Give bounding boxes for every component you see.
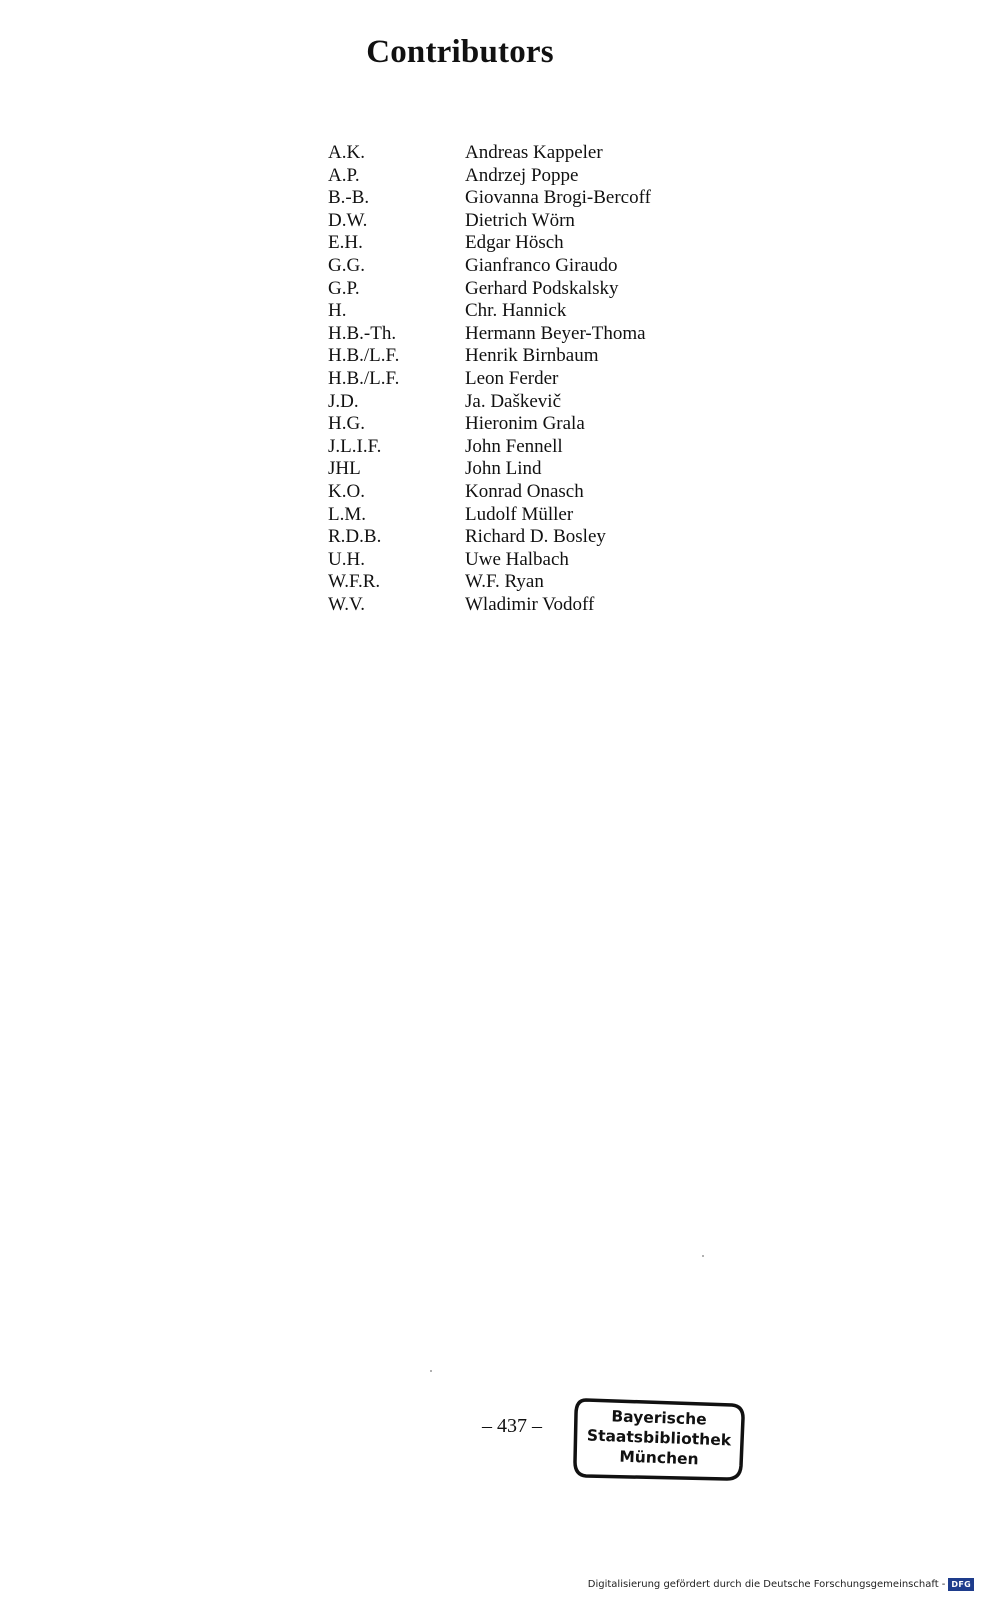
contributor-row	[328, 255, 748, 278]
contributor-name: Andrzej Poppe	[465, 164, 579, 186]
scan-speck	[702, 1255, 704, 1257]
contributor-abbr: JHL	[328, 458, 361, 480]
contributor-abbr: J.D.	[328, 390, 359, 412]
contributor-list	[328, 142, 748, 616]
contributor-abbr: H.G.	[328, 413, 365, 435]
stamp-line-3: München	[619, 1447, 699, 1469]
contributor-name: Hieronim Grala	[465, 413, 585, 435]
contributor-name: Richard D. Bosley	[465, 526, 606, 548]
contributor-name: Wladimir Vodoff	[465, 593, 595, 615]
stamp-line-2: Staatsbibliothek	[586, 1426, 732, 1450]
contributor-abbr: G.G.	[328, 254, 365, 276]
contributor-name: Ja. Daškevič	[465, 390, 562, 412]
contributor-row	[328, 413, 748, 436]
contributor-abbr: J.L.I.F.	[328, 435, 382, 457]
dfg-logo: DFG	[948, 1578, 974, 1591]
contributor-abbr: K.O.	[328, 480, 365, 502]
contributor-name: W.F. Ryan	[465, 571, 544, 593]
contributor-name: Gerhard Podskalsky	[465, 277, 619, 299]
contributor-abbr: B.-B.	[328, 187, 370, 209]
contributor-row	[328, 504, 748, 527]
contributor-row	[328, 458, 748, 481]
contributor-abbr: D.W.	[328, 209, 368, 231]
contributor-abbr: A.P.	[328, 164, 360, 186]
contributor-row	[328, 571, 748, 594]
contributor-row	[328, 187, 748, 210]
contributor-abbr: W.F.R.	[328, 571, 381, 593]
library-stamp	[572, 1396, 746, 1484]
contributor-name: Gianfranco Giraudo	[465, 254, 618, 276]
contributor-abbr: U.H.	[328, 548, 365, 570]
contributor-row	[328, 526, 748, 549]
page-title: Contributors	[366, 34, 554, 70]
contributor-row	[328, 300, 748, 323]
page-number: – 437 –	[482, 1415, 542, 1437]
contributor-name: Henrik Birnbaum	[465, 345, 599, 367]
contributor-row	[328, 549, 748, 572]
contributor-name: John Fennell	[465, 435, 563, 457]
contributor-row	[328, 436, 748, 459]
footer-credit	[588, 1578, 974, 1591]
contributor-abbr: L.M.	[328, 503, 366, 525]
contributor-row	[328, 594, 748, 617]
contributor-abbr: H.B.-Th.	[328, 322, 397, 344]
contributor-name: Dietrich Wörn	[465, 209, 575, 231]
contributor-name: Leon Ferder	[465, 367, 559, 389]
contributor-row	[328, 165, 748, 188]
contributor-row	[328, 210, 748, 233]
contributor-abbr: E.H.	[328, 232, 363, 254]
contributor-row	[328, 391, 748, 414]
contributor-name: Chr. Hannick	[465, 300, 567, 322]
contributor-row	[328, 368, 748, 391]
contributor-row	[328, 481, 748, 504]
scan-speck	[430, 1370, 432, 1372]
contributor-row	[328, 232, 748, 255]
contributor-name: Konrad Onasch	[465, 480, 584, 502]
contributor-abbr: H.B./L.F.	[328, 345, 400, 367]
contributor-row	[328, 345, 748, 368]
contributor-name: Edgar Hösch	[465, 232, 564, 254]
contributor-name: Uwe Halbach	[465, 548, 569, 570]
contributor-abbr: H.	[328, 300, 347, 322]
contributor-abbr: R.D.B.	[328, 526, 382, 548]
contributor-name: Hermann Beyer-Thoma	[465, 322, 646, 344]
contributor-name: Ludolf Müller	[465, 503, 574, 525]
contributor-abbr: G.P.	[328, 277, 360, 299]
contributor-row	[328, 278, 748, 301]
contributor-row	[328, 323, 748, 346]
contributor-name: Giovanna Brogi-Bercoff	[465, 187, 651, 209]
contributor-name: Andreas Kappeler	[465, 142, 603, 163]
contributor-abbr: A.K.	[328, 142, 365, 163]
contributor-abbr: W.V.	[328, 593, 365, 615]
footer-credit-text: Digitalisierung gefördert durch die Deutsche Forschungsgemeinschaft -	[587, 1579, 946, 1590]
stamp-line-1: Bayerische	[611, 1407, 707, 1429]
contributor-abbr: H.B./L.F.	[328, 367, 400, 389]
contributor-name: John Lind	[465, 458, 542, 480]
contributor-row	[328, 142, 748, 165]
